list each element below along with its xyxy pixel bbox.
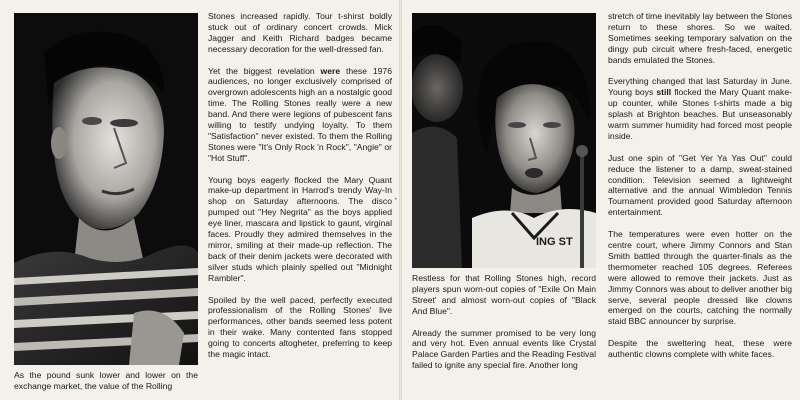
left-paragraph-4: Spoiled by the well paced, perfectly executed professionalism of the Rolling Stones' live performances, other bands seemed less potent in their wake. Many contented fans stopped going to concerts altogheter, preferring to keep the magic intact. bbox=[208, 294, 392, 360]
right-paragraph-2: Everything changed that last Saturday in June. Young boys still flocked the Mary Quant make-up counter, while Stones t-shirts made a big splash at Brighton beaches. But unseasonably warm summer humidity had forced most people inside. bbox=[608, 76, 792, 141]
right-paragraph-4: The temperatures were even hotter on the centre court, where Jimmy Connors and Stan Smith battled through the quarter-finals as the thermometer reached 105 degrees. Referees were allowed to remove their jackets. Just as Jimmy Connors was about to deliver another big serve, several people dressed like clowns emerged on the courts, catching the normally staid BBC announcer by surprise. bbox=[608, 229, 792, 327]
band-photo-graphic bbox=[412, 13, 596, 268]
left-caption-text: As the pound sunk lower and lower on the exchange market, the value of the Rolling bbox=[14, 370, 198, 391]
shirt-print-text: ING ST bbox=[536, 236, 573, 248]
right-caption-paragraph-2: Already the summer promised to be very long and very hot. Even annual events like Crystal Palace Garden Parties and the Reading Festival failed to ignite any special fire. Another long bbox=[412, 327, 596, 371]
page-gutter bbox=[399, 0, 402, 400]
right-paragraph-3: Just one spin of "Get Yer Ya Yas Out" could reduce the listener to a damp, sweat-stained condition. Television seemed a lightweight alternative and the annual Wimbledon Tennis Tournament provided good Saturday afternoon entertainment. bbox=[608, 152, 792, 218]
emphasized-word: were bbox=[320, 65, 341, 76]
right-caption-paragraph-1: Restless for that Rolling Stones high, record players spun worn-out copies of "Exile On Main Street' and almost worn-out copies of "Black And Blue". bbox=[412, 273, 596, 316]
right-paragraph-5: Despite the sweltering heat, these were authentic clowns complete with white faces. bbox=[608, 338, 792, 360]
left-paragraph-1: Stones increased rapidly. Tour t-shirst boldly stuck out of ordinary concert crowds. Mick Jagger and Keith Richard badges became necessary decoration for the well-dressed fan. bbox=[208, 11, 392, 54]
left-paragraph-2: Yet the biggest revelation were these 1976 audiences, no longer exclusively comprised of overgrown adolescents high an a nostalgic good time. The Rolling Stones really were a new band. And there were legions of pubescent fans willing to testify undying loyalty. To them "Satisfaction" never existed. To them the Rolling Stones were "It's Only Rock 'n Rock", "Angie" or "Hot Stuff". bbox=[208, 65, 392, 163]
band-photo-icon bbox=[412, 13, 596, 268]
left-paragraph-3: Young boys eagerly flocked the Mary Quant make-up department in Harrod's trendy Way-In shop on Saturday afternoons. The disco pumped out "Hey Negrita" as the boys applied eye liner, mascara and lipstick to gaunt, virginal faces. Proudly they admired themselves in the mirror, smiling at their made-up reflection. The back of their denim jackets were decorated with silver studs which plainly spelled out "Midnight Rambler". bbox=[208, 174, 392, 283]
portrait-photo-graphic bbox=[14, 13, 198, 365]
right-main-column bbox=[608, 11, 792, 360]
portrait-photo-icon bbox=[14, 13, 198, 365]
right-caption-column bbox=[412, 273, 596, 371]
left-main-column bbox=[208, 11, 392, 360]
crease-mark: • bbox=[394, 196, 398, 203]
right-paragraph-1: stretch of time inevitably lay between the Stones return to these shores. So we waited. Sometimes seeking temporary salvation on the dingy pub circuit where fresh-faced, energetic bands emulated the Stones. bbox=[608, 11, 792, 65]
emphasized-word: still bbox=[656, 87, 672, 98]
